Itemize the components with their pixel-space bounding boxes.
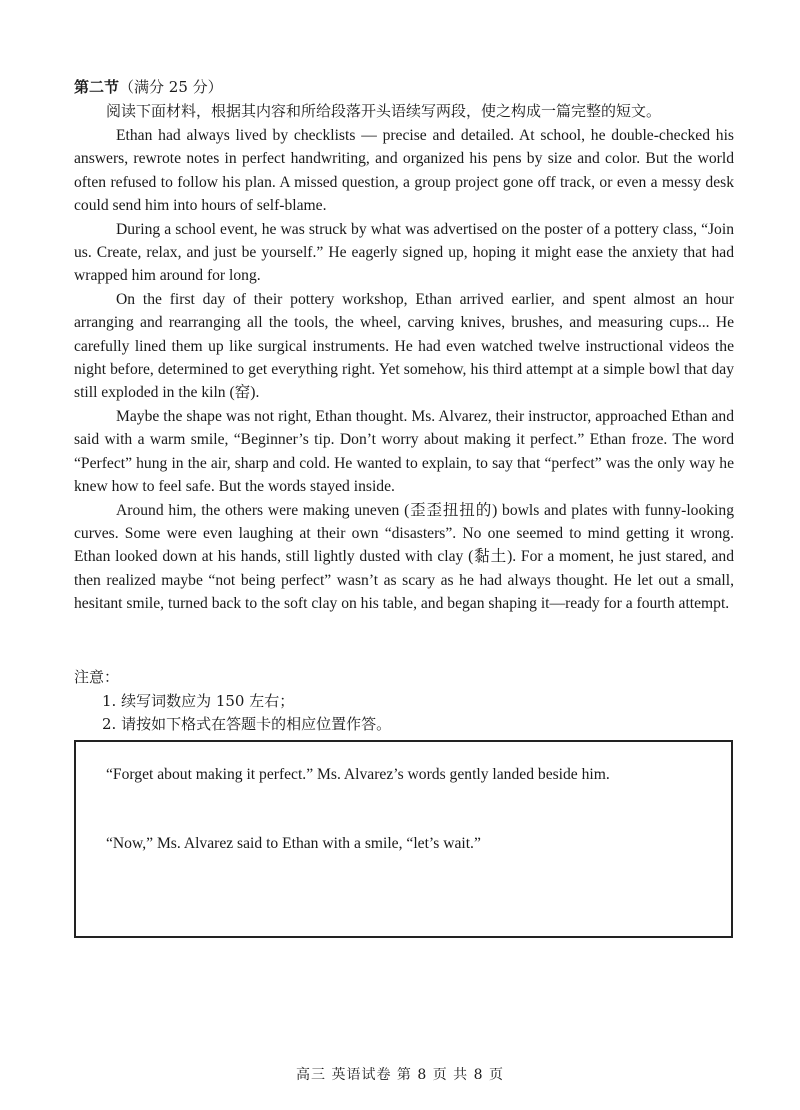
section-heading (74, 76, 223, 98)
story-paragraph-1: Ethan had always lived by checklists — precise and detailed. At school, he double-checked his answers, rewrote notes in perfect handwriting, and organized his pens by size and color. But the world often refused to follow his plan. A missed question, a group project gone off track, or even a messy desk could send him into hours of self-blame. (74, 127, 734, 215)
note-item-1: 1. 续写词数应为 150 左右； (102, 691, 295, 710)
note-item-2: 2. 请按如下格式在答题卡的相应位置作答。 (102, 715, 392, 733)
answer-opening-line-1: “Forget about making it perfect.” Ms. Alvarez’s words gently landed beside him. (106, 766, 610, 783)
section-title-bold: 第二节 (74, 78, 120, 96)
answer-opening-line-2: “Now,” Ms. Alvarez said to Ethan with a smile, “let’s wait.” (106, 835, 481, 852)
story-paragraph-5: Around him, the others were making uneven (歪歪扭扭的) bowls and plates with funny-looking curves. Some were even laughing at their own “disasters”. No one seemed to mind getting it wrong. Ethan looked down at his hands, still lightly dusted with clay (黏土). For a moment, he just stared, and then realized maybe “not being perfect” wasn’t as scary as he had always thought. He let out a small, hesitant smile, turned back to the soft clay on his table, and began shaping it—ready for a fourth attempt. (74, 501, 734, 613)
answer-format-box (74, 740, 733, 938)
notes-section (74, 666, 391, 737)
story-paragraph-4: Maybe the shape was not right, Ethan thought. Ms. Alvarez, their instructor, approached Ethan and said with a warm smile, “Beginner’s tip. Don’t worry about making it perfect.” Ethan froze. The word “Perfect” hung in the air, sharp and cold. He wanted to explain, to say that “perfect” was the only way he knew how to feel safe. But the words stayed inside. (74, 407, 734, 496)
notes-heading: 注意： (74, 668, 120, 686)
page-footer: 高三 英语试卷 第 8 页 共 8 页 (296, 1067, 504, 1083)
story-passage (74, 124, 734, 616)
section-score: （满分 25 分） (119, 78, 223, 96)
story-paragraph-3: On the first day of their pottery workshop, Ethan arrived earlier, and spent almost an hour arranging and rearranging all the tools, the wheel, carving knives, brushes, and measuring cups... He carefully lined them up like surgical instruments. He had even watched twelve instructional videos the night before, determined to get everything right. Yet somehow, his third attempt at a simple bowl that day still exploded in the kiln (窑). (74, 290, 734, 402)
task-instruction: 阅读下面材料，根据其内容和所给段落开头语续写两段，使之构成一篇完整的短文。 (106, 102, 662, 120)
story-paragraph-2: During a school event, he was struck by what was advertised on the poster of a pottery class, “Join us. Create, relax, and just be yourself.” He eagerly signed up, hoping it might ease the anxiety that had wrapped him around for long. (74, 220, 734, 285)
